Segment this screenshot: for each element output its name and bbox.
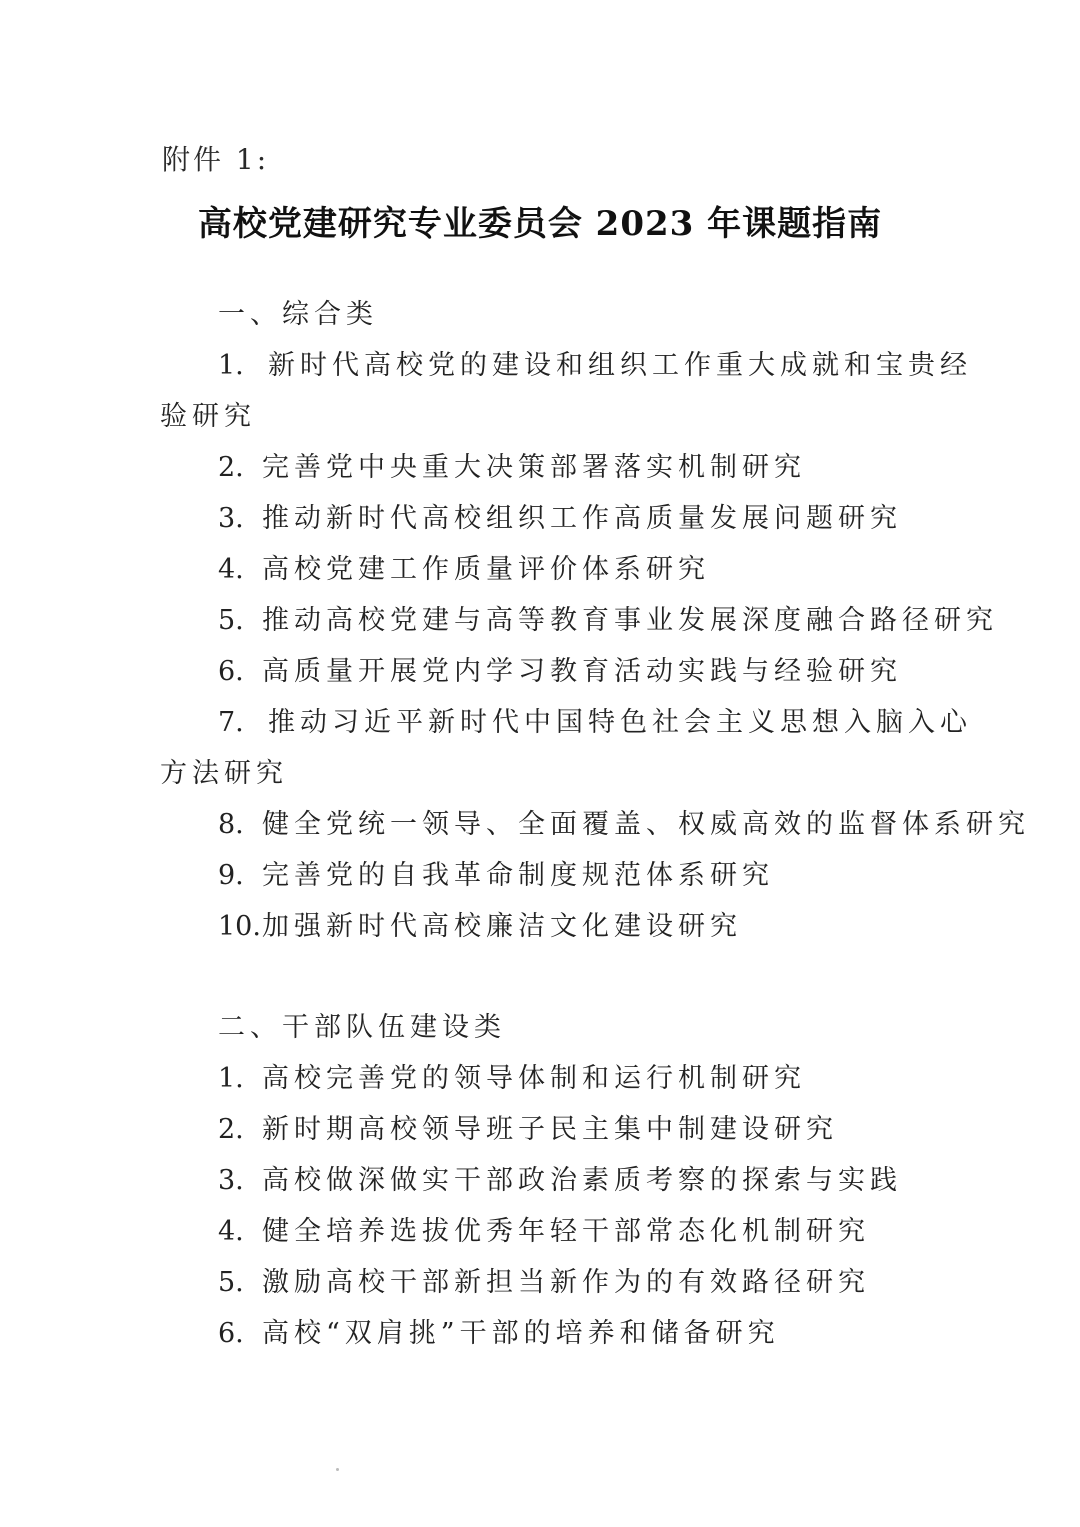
item-number: 1. bbox=[218, 350, 244, 381]
item-text: 高校完善党的领导体制和运行机制研究 bbox=[262, 1063, 806, 1094]
item-number: 5. bbox=[218, 1267, 244, 1298]
item-text: 新时期高校领导班子民主集中制建设研究 bbox=[262, 1114, 838, 1145]
attachment-label: 附件 1: bbox=[162, 143, 270, 176]
list-item bbox=[218, 1209, 870, 1248]
item-text: 高校党建工作质量评价体系研究 bbox=[262, 554, 710, 585]
list-item bbox=[218, 1107, 838, 1146]
list-item bbox=[218, 445, 806, 484]
list-item bbox=[218, 649, 902, 688]
list-item bbox=[218, 1056, 806, 1095]
list-item bbox=[218, 1158, 902, 1197]
item-text: 完善党中央重大决策部署落实机制研究 bbox=[262, 452, 806, 483]
item-number: 6. bbox=[218, 1318, 244, 1349]
item-text: 健全培养选拔优秀年轻干部常态化机制研究 bbox=[262, 1216, 870, 1247]
item-number: 2. bbox=[218, 1114, 244, 1145]
item-text-continuation: 方法研究 bbox=[160, 758, 288, 789]
item-text: 高校“双肩挑”干部的培养和储备研究 bbox=[262, 1318, 780, 1349]
list-item bbox=[218, 496, 902, 535]
item-number: 5. bbox=[218, 605, 244, 636]
section-heading-comprehensive: 一、综合类 bbox=[218, 299, 378, 330]
item-number: 1. bbox=[218, 1063, 244, 1094]
item-number: 3. bbox=[218, 1165, 244, 1196]
item-number: 4. bbox=[218, 554, 244, 585]
list-item bbox=[218, 904, 742, 943]
item-text: 高校做深做实干部政治素质考察的探索与实践 bbox=[262, 1165, 902, 1196]
list-item bbox=[218, 598, 998, 637]
list-item bbox=[218, 547, 710, 586]
list-item bbox=[218, 802, 1030, 841]
item-number: 9. bbox=[218, 860, 244, 891]
item-number: 2. bbox=[218, 452, 244, 483]
item-number: 8. bbox=[218, 809, 244, 840]
list-item bbox=[218, 853, 774, 892]
item-text: 推动高校党建与高等教育事业发展深度融合路径研究 bbox=[262, 605, 998, 636]
item-text: 激励高校干部新担当新作为的有效路径研究 bbox=[262, 1267, 870, 1298]
scan-speck bbox=[336, 1468, 339, 1471]
item-text: 加强新时代高校廉洁文化建设研究 bbox=[262, 911, 742, 942]
list-item bbox=[218, 343, 972, 382]
list-item bbox=[218, 1311, 780, 1350]
item-text: 新时代高校党的建设和组织工作重大成就和宝贵经 bbox=[268, 350, 972, 381]
item-text: 完善党的自我革命制度规范体系研究 bbox=[262, 860, 774, 891]
item-text: 推动新时代高校组织工作高质量发展问题研究 bbox=[262, 503, 902, 534]
item-number: 6. bbox=[218, 656, 244, 687]
section-heading-cadre-building: 二、干部队伍建设类 bbox=[218, 1012, 506, 1043]
item-number: 3. bbox=[218, 503, 244, 534]
list-item bbox=[218, 1260, 870, 1299]
document-title: 高校党建研究专业委员会 2023 年课题指南 bbox=[197, 204, 883, 244]
item-text: 健全党统一领导、全面覆盖、权威高效的监督体系研究 bbox=[262, 809, 1030, 840]
item-number: 10. bbox=[218, 911, 261, 942]
item-text: 高质量开展党内学习教育活动实践与经验研究 bbox=[262, 656, 902, 687]
item-number: 4. bbox=[218, 1216, 244, 1247]
item-text-continuation: 验研究 bbox=[160, 401, 256, 432]
item-text: 推动习近平新时代中国特色社会主义思想入脑入心 bbox=[268, 707, 972, 738]
item-number: 7. bbox=[218, 707, 244, 738]
list-item bbox=[218, 700, 972, 739]
